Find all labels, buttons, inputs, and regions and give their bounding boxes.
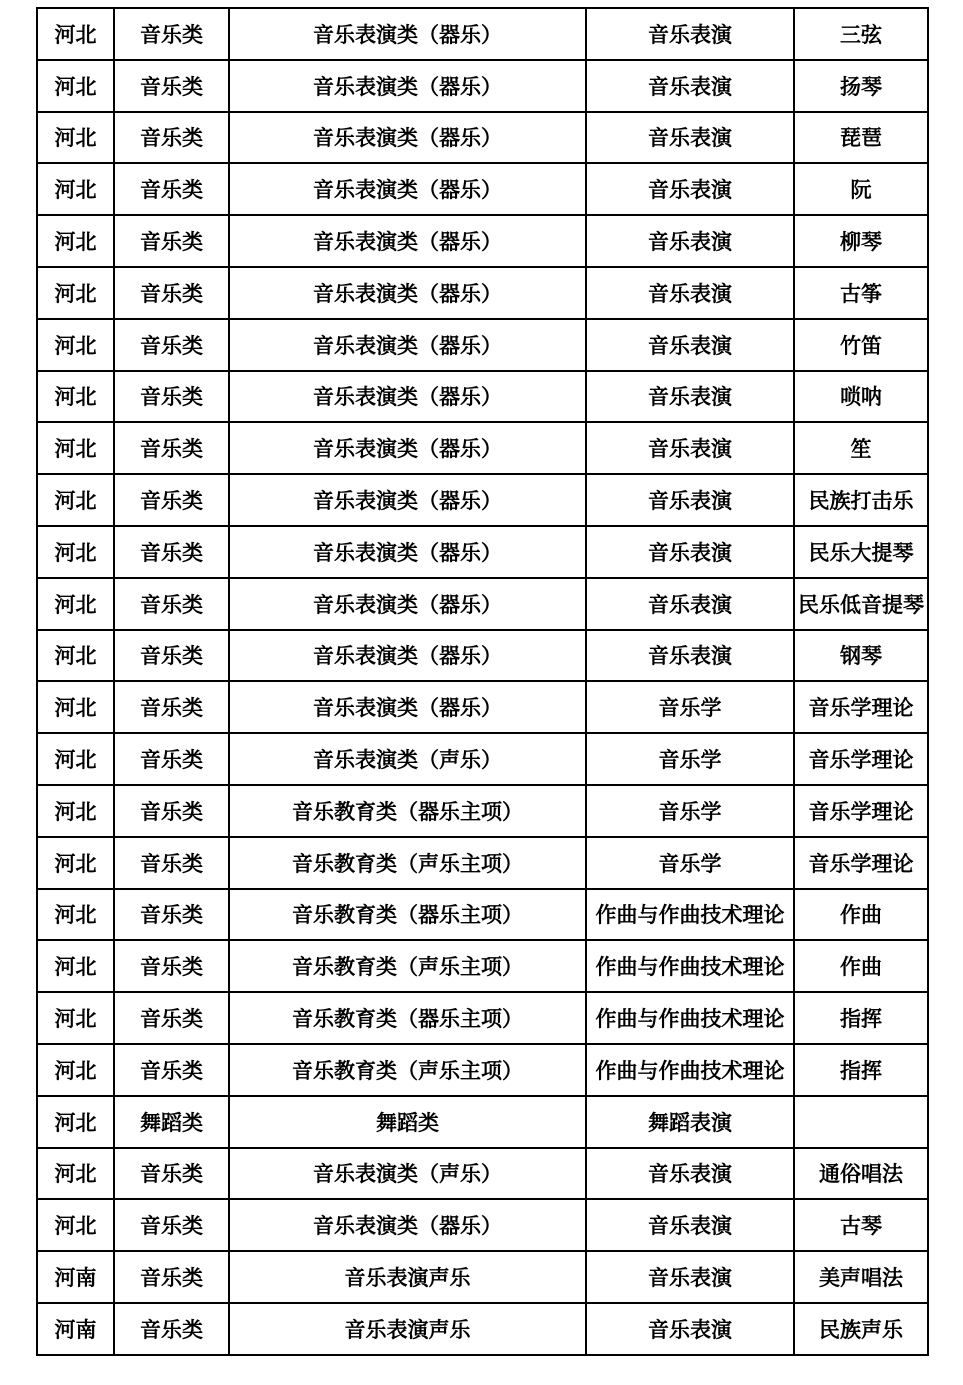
table-row — [37, 578, 928, 630]
table-cell: 音乐类 — [114, 163, 229, 215]
table-cell: 音乐学理论 — [794, 681, 928, 733]
table-cell: 竹笛 — [794, 319, 928, 371]
table-cell: 美声唱法 — [794, 1251, 928, 1303]
table-cell: 河北 — [37, 630, 114, 682]
table-cell: 音乐表演 — [586, 1199, 794, 1251]
table-cell: 通俗唱法 — [794, 1148, 928, 1200]
table-cell: 音乐表演 — [586, 371, 794, 423]
table-cell: 河北 — [37, 733, 114, 785]
table-cell: 音乐表演 — [586, 1251, 794, 1303]
table-cell: 音乐表演类（声乐） — [229, 1148, 586, 1200]
table-cell: 音乐表演类（器乐） — [229, 578, 586, 630]
table-cell: 音乐表演 — [586, 267, 794, 319]
table-row — [37, 215, 928, 267]
table-cell: 音乐类 — [114, 630, 229, 682]
table-cell: 阮 — [794, 163, 928, 215]
table-cell: 河北 — [37, 267, 114, 319]
table-row — [37, 422, 928, 474]
table-row — [37, 112, 928, 164]
table-body — [37, 8, 928, 1355]
table-cell: 音乐表演 — [586, 422, 794, 474]
table-cell: 河北 — [37, 578, 114, 630]
table-row — [37, 889, 928, 941]
table-cell: 音乐类 — [114, 578, 229, 630]
table-cell: 音乐表演声乐 — [229, 1251, 586, 1303]
table-cell: 河北 — [37, 1148, 114, 1200]
table-cell: 作曲与作曲技术理论 — [586, 1044, 794, 1096]
table-cell: 民乐大提琴 — [794, 526, 928, 578]
table-cell: 音乐表演 — [586, 163, 794, 215]
table-cell: 河北 — [37, 60, 114, 112]
table-cell: 音乐表演 — [586, 8, 794, 60]
table-cell: 古筝 — [794, 267, 928, 319]
table-cell: 河北 — [37, 371, 114, 423]
table-cell: 河北 — [37, 837, 114, 889]
table-row — [37, 1199, 928, 1251]
table-cell: 音乐学 — [586, 785, 794, 837]
table-cell: 音乐表演类（器乐） — [229, 8, 586, 60]
table-cell: 音乐类 — [114, 1303, 229, 1355]
table-cell: 音乐教育类（声乐主项） — [229, 940, 586, 992]
table-cell: 音乐类 — [114, 992, 229, 1044]
table-cell: 音乐教育类（声乐主项） — [229, 1044, 586, 1096]
table-cell: 音乐学理论 — [794, 733, 928, 785]
table-cell: 音乐表演类（器乐） — [229, 1199, 586, 1251]
table-cell: 音乐类 — [114, 371, 229, 423]
table-cell: 音乐教育类（器乐主项） — [229, 992, 586, 1044]
table-cell: 音乐表演 — [586, 1148, 794, 1200]
table-cell: 河北 — [37, 1096, 114, 1148]
table-row — [37, 1096, 928, 1148]
table-cell: 古琴 — [794, 1199, 928, 1251]
admissions-table — [36, 7, 929, 1356]
table-cell: 音乐表演类（器乐） — [229, 163, 586, 215]
table-cell: 音乐类 — [114, 319, 229, 371]
table-row — [37, 474, 928, 526]
table-cell: 音乐学 — [586, 837, 794, 889]
table-cell: 音乐类 — [114, 889, 229, 941]
table-cell: 河北 — [37, 474, 114, 526]
table-row — [37, 1251, 928, 1303]
table-cell: 钢琴 — [794, 630, 928, 682]
table-cell: 民乐低音提琴 — [794, 578, 928, 630]
table-row — [37, 681, 928, 733]
table-cell: 唢呐 — [794, 371, 928, 423]
table-cell: 音乐表演 — [586, 112, 794, 164]
table-cell: 音乐类 — [114, 1044, 229, 1096]
table-cell: 河南 — [37, 1303, 114, 1355]
table-cell: 音乐类 — [114, 837, 229, 889]
table-cell: 指挥 — [794, 992, 928, 1044]
table-row — [37, 992, 928, 1044]
table-row — [37, 371, 928, 423]
table-cell: 音乐教育类（器乐主项） — [229, 785, 586, 837]
table-cell: 音乐表演类（声乐） — [229, 733, 586, 785]
table-row — [37, 526, 928, 578]
table-cell: 音乐表演类（器乐） — [229, 681, 586, 733]
table-cell: 音乐类 — [114, 1148, 229, 1200]
table-row — [37, 8, 928, 60]
table-cell: 音乐类 — [114, 526, 229, 578]
table-cell: 音乐类 — [114, 474, 229, 526]
table-cell: 音乐表演类（器乐） — [229, 267, 586, 319]
table-cell: 音乐表演 — [586, 319, 794, 371]
table-cell: 音乐类 — [114, 1251, 229, 1303]
table-cell: 音乐学 — [586, 681, 794, 733]
table-cell: 柳琴 — [794, 215, 928, 267]
table-cell: 音乐表演类（器乐） — [229, 112, 586, 164]
table-cell: 音乐类 — [114, 785, 229, 837]
table-cell: 笙 — [794, 422, 928, 474]
table-cell: 音乐表演 — [586, 578, 794, 630]
table-cell: 音乐表演 — [586, 526, 794, 578]
table-cell: 三弦 — [794, 8, 928, 60]
table-cell: 河北 — [37, 319, 114, 371]
table-cell: 舞蹈类 — [114, 1096, 229, 1148]
table-row — [37, 940, 928, 992]
table-cell: 音乐类 — [114, 1199, 229, 1251]
table-cell: 音乐表演 — [586, 215, 794, 267]
table-cell: 作曲 — [794, 889, 928, 941]
table-cell: 音乐类 — [114, 422, 229, 474]
table-cell: 作曲与作曲技术理论 — [586, 889, 794, 941]
table-cell: 指挥 — [794, 1044, 928, 1096]
table-cell: 河北 — [37, 215, 114, 267]
table-cell: 河北 — [37, 992, 114, 1044]
table-cell: 音乐表演 — [586, 1303, 794, 1355]
table-cell: 舞蹈表演 — [586, 1096, 794, 1148]
table-cell: 音乐表演 — [586, 60, 794, 112]
table-row — [37, 733, 928, 785]
table-cell: 音乐类 — [114, 940, 229, 992]
table-cell: 作曲 — [794, 940, 928, 992]
table-cell: 音乐表演类（器乐） — [229, 474, 586, 526]
table-row — [37, 837, 928, 889]
table-row — [37, 630, 928, 682]
table-cell: 音乐类 — [114, 112, 229, 164]
table-cell: 音乐表演类（器乐） — [229, 60, 586, 112]
table-row — [37, 60, 928, 112]
table-cell: 河北 — [37, 112, 114, 164]
table-cell: 音乐表演类（器乐） — [229, 630, 586, 682]
table-cell: 作曲与作曲技术理论 — [586, 940, 794, 992]
table-cell: 音乐表演 — [586, 474, 794, 526]
table-cell: 音乐表演声乐 — [229, 1303, 586, 1355]
table-cell: 音乐表演类（器乐） — [229, 319, 586, 371]
table-row — [37, 1148, 928, 1200]
table-cell: 音乐表演类（器乐） — [229, 422, 586, 474]
table-cell: 音乐类 — [114, 681, 229, 733]
table-cell: 民族打击乐 — [794, 474, 928, 526]
table-cell: 音乐学理论 — [794, 837, 928, 889]
table-cell: 音乐学 — [586, 733, 794, 785]
table-cell: 河北 — [37, 940, 114, 992]
table-row — [37, 163, 928, 215]
table-row — [37, 319, 928, 371]
table-cell: 河北 — [37, 526, 114, 578]
table-cell: 民族声乐 — [794, 1303, 928, 1355]
table-cell: 河北 — [37, 681, 114, 733]
table-cell: 音乐类 — [114, 267, 229, 319]
table-cell: 琵琶 — [794, 112, 928, 164]
table-cell: 河北 — [37, 422, 114, 474]
table-cell: 河北 — [37, 889, 114, 941]
table-cell: 河北 — [37, 163, 114, 215]
table-cell: 音乐类 — [114, 60, 229, 112]
table-cell: 河北 — [37, 1199, 114, 1251]
table-cell: 音乐类 — [114, 733, 229, 785]
table-cell: 音乐表演类（器乐） — [229, 371, 586, 423]
table-cell: 扬琴 — [794, 60, 928, 112]
table-row — [37, 1044, 928, 1096]
table-cell: 河北 — [37, 8, 114, 60]
table-row — [37, 1303, 928, 1355]
table-cell: 河北 — [37, 785, 114, 837]
table-cell: 音乐类 — [114, 8, 229, 60]
table-cell: 作曲与作曲技术理论 — [586, 992, 794, 1044]
table-cell: 音乐表演 — [586, 630, 794, 682]
table-cell: 音乐学理论 — [794, 785, 928, 837]
table-cell: 河南 — [37, 1251, 114, 1303]
table-row — [37, 267, 928, 319]
table-cell: 音乐类 — [114, 215, 229, 267]
table-row — [37, 785, 928, 837]
table-cell — [794, 1096, 928, 1148]
table-cell: 舞蹈类 — [229, 1096, 586, 1148]
table-cell: 音乐教育类（器乐主项） — [229, 889, 586, 941]
table-cell: 音乐表演类（器乐） — [229, 215, 586, 267]
table-cell: 音乐表演类（器乐） — [229, 526, 586, 578]
table-cell: 河北 — [37, 1044, 114, 1096]
table-cell: 音乐教育类（声乐主项） — [229, 837, 586, 889]
